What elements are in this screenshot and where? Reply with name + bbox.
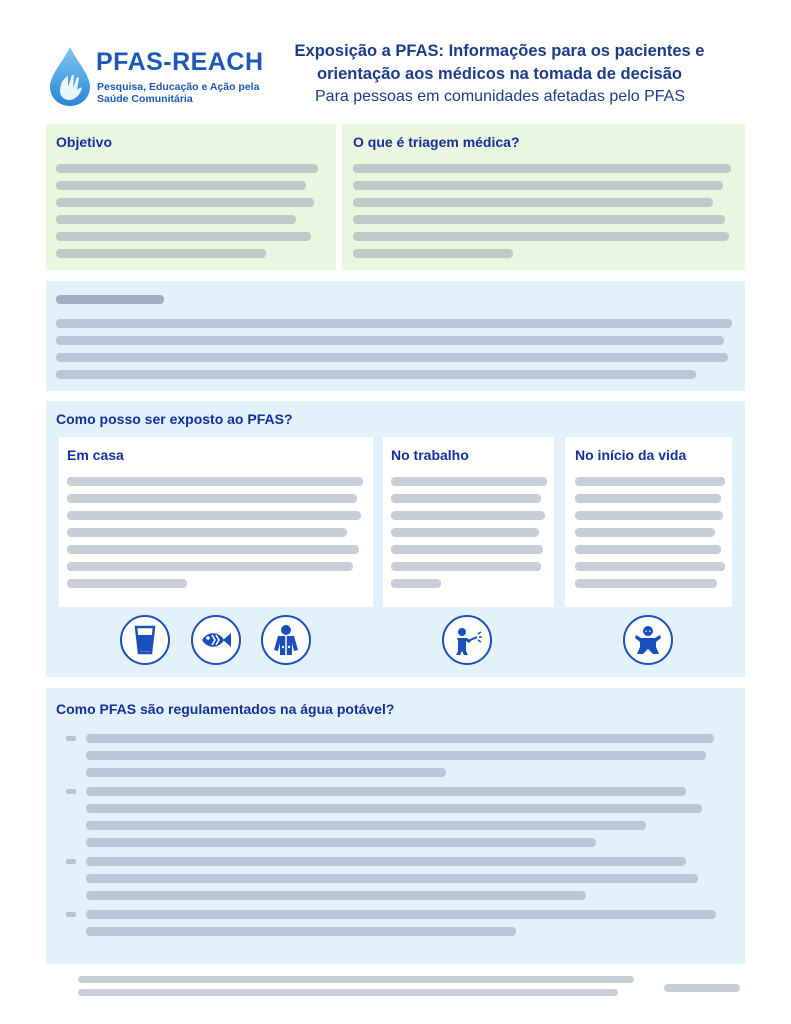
regulation-bullets-blurred [66, 734, 736, 936]
exposure-work-card [383, 437, 554, 607]
objective-body-blurred [56, 164, 326, 258]
exposure-panel [46, 401, 745, 677]
screening-heading: O que é triagem médica? [353, 134, 520, 150]
screening-panel [342, 124, 745, 270]
exposure-heading: Como posso ser exposto ao PFAS? [56, 411, 293, 427]
brand-tagline [97, 81, 259, 105]
exposure-early-life-card [565, 437, 732, 607]
list-item [66, 734, 736, 777]
screening-body-blurred [353, 164, 733, 258]
baby-icon [623, 615, 673, 665]
regulation-panel [46, 688, 745, 964]
exposure-early-life-heading: No início da vida [575, 447, 687, 463]
footer-blurred [78, 976, 638, 996]
fish-icon [191, 615, 241, 665]
work-body-blurred [391, 477, 551, 588]
tagline-line-1: Pesquisa, Educação e Ação pela [97, 81, 260, 93]
intro-band [46, 281, 745, 391]
pfas-reach-logo-drop-icon [48, 45, 92, 107]
regulation-heading: Como PFAS são regulamentados na água potável? [56, 701, 395, 717]
list-item [66, 787, 736, 847]
intro-body-blurred [56, 319, 736, 379]
exposure-work-heading: No trabalho [391, 447, 469, 463]
page-title: Exposição a PFAS: Informações para os pacientes e orientação aos médicos na tomada de decisão [294, 42, 705, 83]
early-life-body-blurred [575, 477, 729, 588]
protective-suit-icon [261, 615, 311, 665]
objective-panel [46, 124, 336, 270]
firefighter-hose-icon [442, 615, 492, 665]
water-glass-icon [120, 615, 170, 665]
list-item [66, 910, 736, 936]
home-body-blurred [67, 477, 367, 588]
footer-page-number-blurred [664, 984, 740, 992]
exposure-home-heading: Em casa [67, 447, 124, 463]
tagline-line-2: Saúde Comunitária [97, 93, 193, 105]
objective-heading: Objetivo [56, 134, 113, 150]
page-subtitle: Para pessoas em comunidades afetadas pelo PFAS [315, 88, 685, 105]
list-item [66, 857, 736, 900]
brand-name: PFAS-REACH [96, 48, 264, 76]
blurred-heading [56, 295, 164, 304]
exposure-home-card [59, 437, 373, 607]
